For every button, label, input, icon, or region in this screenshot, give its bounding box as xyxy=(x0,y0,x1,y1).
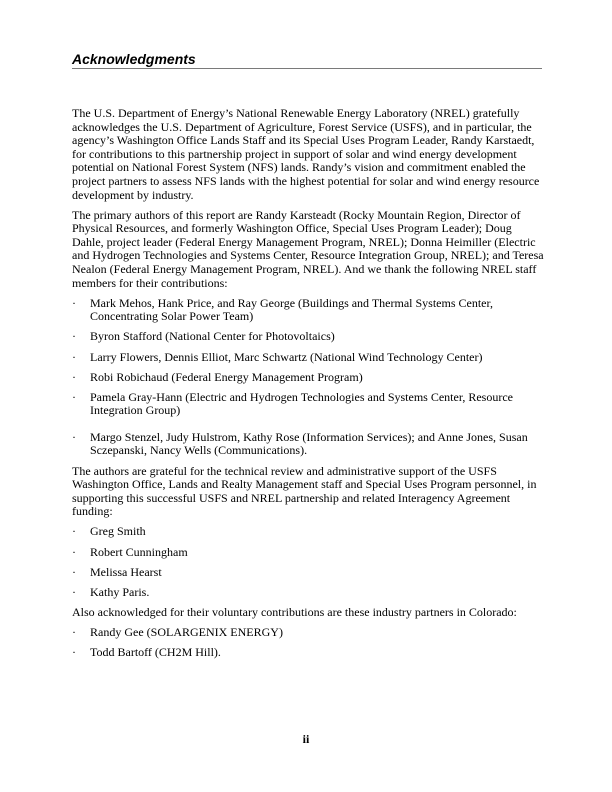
bullet-icon: · xyxy=(72,389,76,404)
list-item: · Robi Robichaud (Federal Energy Management Program) xyxy=(72,369,363,384)
list-item: · Byron Stafford (National Center for Photovoltaics) xyxy=(72,329,335,344)
bullet-icon: · xyxy=(72,544,76,559)
list-item: · Robert Cunningham xyxy=(72,544,188,559)
bullet-icon: · xyxy=(72,295,76,310)
bullet-icon: · xyxy=(72,429,76,444)
bullet-icon: · xyxy=(72,645,76,659)
list-item: · Melissa Hearst xyxy=(72,564,162,579)
acknowledgments-body xyxy=(72,107,544,666)
list-item: · Larry Flowers, Dennis Elliot, Marc Schwartz (National Wind Technology Center) xyxy=(72,349,483,364)
list-item: · Kathy Paris. xyxy=(72,584,150,599)
bullet-icon: · xyxy=(72,329,76,344)
bullet-icon: · xyxy=(72,624,76,639)
industry-partners-list xyxy=(72,626,544,660)
bullet-icon: · xyxy=(72,349,76,364)
paragraph-usfs-support: The authors are grateful for the technical review and administrative support of the USFS Washington Office, Lands and Realty Management staff and Special Uses Program personnel, in supporting this successful USFS and NREL partnership and related Interagency Agreement funding: xyxy=(72,463,537,519)
paragraph-authors: The primary authors of this report are Randy Karsteadt (Rocky Mountain Region, Director of Physical Resources, and formerly Washington Office, Special Uses Program Leader); Doug Dahle, project leader (Federal Energy Management Program, NREL); Donna Heimiller (Electric and Hydrogen Technologies and Systems Center, Resource Integration Group, NREL); and Teresa Nealon (Federal Energy Management Program, NREL). And we thank the following NREL staff members for their contributions: xyxy=(72,207,544,290)
bullet-icon: · xyxy=(72,524,76,539)
list-item: · Margo Stenzel, Judy Hulstrom, Kathy Rose (Information Services); and Anne Jones, Susan Sczepanski, Nancy Wells (Communications). xyxy=(72,429,528,458)
bullet-icon: · xyxy=(72,564,76,579)
list-item: · Todd Bartoff (CH2M Hill). xyxy=(72,645,221,659)
section-heading: Acknowledgments xyxy=(72,50,542,69)
usfs-staff-list xyxy=(72,525,544,599)
paragraph-intro: The U.S. Department of Energy’s National Renewable Energy Laboratory (NREL) gratefully acknowledges the U.S. Department of Agriculture, Forest Service (USFS), and in particular, the agency’s Washington Office Lands Staff and its Special Uses Program Leader, Randy Karstaedt, for contributions to this partnership project in support of solar and wind energy development potential on National Forest System (NFS) lands. Randy’s vision and commitment enabled the project partners to assess NFS lands with the highest potential for solar and wind energy resource development by industry. xyxy=(72,106,540,202)
list-item: · Randy Gee (SOLARGENIX ENERGY) xyxy=(72,624,283,639)
list-item: · Greg Smith xyxy=(72,524,146,539)
list-item: · Pamela Gray-Hann (Electric and Hydrogen Technologies and Systems Center, Resource Integration Group) xyxy=(72,389,513,418)
bullet-icon: · xyxy=(72,369,76,384)
page-number: ii xyxy=(302,732,310,746)
bullet-icon: · xyxy=(72,584,76,599)
list-item: · Mark Mehos, Hank Price, and Ray George (Buildings and Thermal Systems Center, Concentrating Solar Power Team) xyxy=(72,295,494,324)
nrel-staff-list xyxy=(72,297,544,458)
paragraph-industry: Also acknowledged for their voluntary contributions are these industry partners in Colorado: xyxy=(72,604,517,619)
